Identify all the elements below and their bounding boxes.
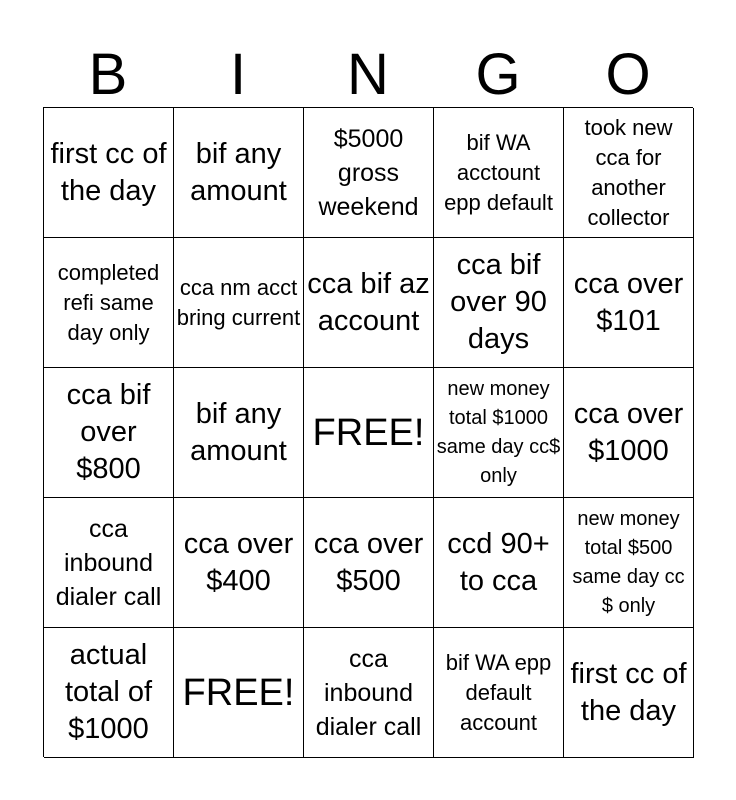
bingo-cell-r2c2[interactable] [174, 238, 304, 368]
cell-text: cca over $500 [313, 527, 424, 597]
bingo-cell-r1c3[interactable] [304, 108, 434, 238]
bingo-cell-r4c4[interactable] [434, 498, 564, 628]
bingo-cell-r3c5[interactable] [564, 368, 694, 498]
header-letter-i: I [229, 42, 247, 107]
cell-text: first cc of the day [570, 657, 687, 727]
bingo-cell-r3c1[interactable] [44, 368, 174, 498]
cell-text: first cc of the day [50, 137, 167, 207]
bingo-cell-r1c1[interactable] [44, 108, 174, 238]
header-letter-b: B [88, 42, 128, 107]
cell-text: took new cca for another collector [584, 114, 673, 230]
bingo-cell-r4c5[interactable] [564, 498, 694, 628]
bingo-cell-r1c4[interactable] [434, 108, 564, 238]
cell-text: actual total of $1000 [64, 639, 153, 745]
header-letter-g: G [475, 42, 521, 107]
bingo-cell-r5c1[interactable] [44, 628, 174, 758]
cell-text: bif any amount [190, 397, 287, 467]
cell-text: bif WA epp default account [445, 649, 552, 735]
cell-text: cca over $101 [573, 267, 684, 337]
cell-text: bif any amount [190, 137, 287, 207]
cell-text: new money total $1000 same day cc$ only [436, 377, 561, 487]
bingo-cell-r2c4[interactable] [434, 238, 564, 368]
cell-text: cca inbound dialer call [55, 514, 162, 611]
bingo-cell-r1c5[interactable] [564, 108, 694, 238]
cell-text: FREE! [312, 411, 425, 454]
cell-text: cca over $1000 [573, 397, 684, 467]
bingo-cell-r5c3[interactable] [304, 628, 434, 758]
bingo-cell-r1c2[interactable] [174, 108, 304, 238]
bingo-cell-r3c2[interactable] [174, 368, 304, 498]
header-letter-n: N [347, 42, 389, 107]
bingo-cell-r4c1[interactable] [44, 498, 174, 628]
cell-text: cca nm acct bring current [176, 274, 301, 330]
cell-text: $5000 gross weekend [318, 124, 419, 221]
bingo-cell-r4c2[interactable] [174, 498, 304, 628]
cell-text: new money total $500 same day cc $ only [572, 507, 685, 617]
bingo-cell-r2c5[interactable] [564, 238, 694, 368]
bingo-cell-free-r5c2[interactable] [174, 628, 304, 758]
cell-text: FREE! [182, 671, 295, 714]
cell-text: cca over $400 [183, 527, 294, 597]
bingo-cell-r4c3[interactable] [304, 498, 434, 628]
bingo-cell-r3c4[interactable] [434, 368, 564, 498]
bingo-header [43, 44, 693, 106]
cell-text: cca inbound dialer call [315, 644, 422, 741]
bingo-cell-r5c5[interactable] [564, 628, 694, 758]
bingo-cell-free-center[interactable] [304, 368, 434, 498]
cell-text: completed refi same day only [57, 259, 160, 345]
bingo-cell-r5c4[interactable] [434, 628, 564, 758]
cell-text: cca bif over $800 [66, 379, 151, 485]
header-letter-o: O [605, 42, 651, 107]
bingo-board [43, 107, 693, 757]
cell-text: cca bif az account [307, 267, 430, 337]
cell-text: ccd 90+ to cca [447, 527, 550, 597]
cell-text: cca bif over 90 days [450, 249, 547, 355]
cell-text: bif WA acctount epp default [444, 129, 553, 215]
bingo-cell-r2c1[interactable] [44, 238, 174, 368]
bingo-cell-r2c3[interactable] [304, 238, 434, 368]
